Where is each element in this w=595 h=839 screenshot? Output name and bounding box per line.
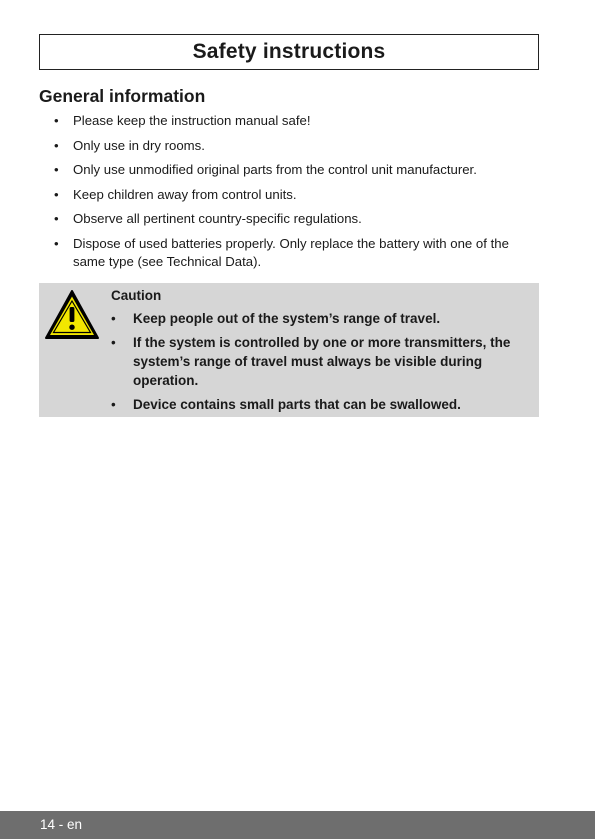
page-title: Safety instructions: [192, 40, 386, 63]
list-item: [39, 210, 539, 228]
list-item-text: Dispose of used batteries properly. Only replace the battery with one of the same type (see Technical Data).: [73, 235, 509, 269]
list-item-text: Keep children away from control units.: [73, 186, 297, 202]
list-item-text: Only use in dry rooms.: [73, 137, 205, 153]
caution-item: [111, 395, 537, 414]
list-item: [39, 137, 539, 155]
list-item: [39, 112, 539, 130]
bullet: •: [54, 137, 59, 153]
bullet: •: [111, 311, 116, 326]
list-item: [39, 186, 539, 204]
caution-item-text: Device contains small parts that can be swallowed.: [133, 397, 461, 412]
list-item-text: Only use unmodified original parts from the control unit manufacturer.: [73, 162, 477, 177]
caution-item-text: If the system is controlled by one or more transmitters, the system’s range of travel must always be visible during operation.: [133, 335, 511, 388]
bullet: •: [54, 186, 59, 202]
title-box: [39, 34, 539, 70]
bullet: •: [111, 397, 116, 412]
list-item: [39, 161, 539, 179]
caution-item-text: Keep people out of the system’s range of travel.: [133, 311, 441, 326]
caution-list: [111, 309, 537, 419]
footer-bar: [0, 811, 595, 839]
section-heading: General information: [39, 86, 206, 106]
list-item-text: Observe all pertinent country-specific regulations.: [73, 211, 362, 226]
bullet: •: [54, 113, 59, 128]
general-info-list: [39, 112, 539, 277]
caution-item: [111, 309, 537, 328]
bullet: •: [54, 162, 59, 177]
caution-item: [111, 333, 537, 390]
warning-triangle-icon: [44, 289, 100, 341]
page-number: 14 - en: [40, 817, 83, 832]
bullet: •: [54, 211, 59, 226]
list-item: [39, 235, 539, 271]
bullet: •: [54, 235, 59, 251]
caution-box: [39, 283, 539, 417]
list-item-text: Please keep the instruction manual safe!: [73, 113, 311, 128]
bullet: •: [111, 335, 116, 350]
caution-title: Caution: [111, 288, 162, 303]
